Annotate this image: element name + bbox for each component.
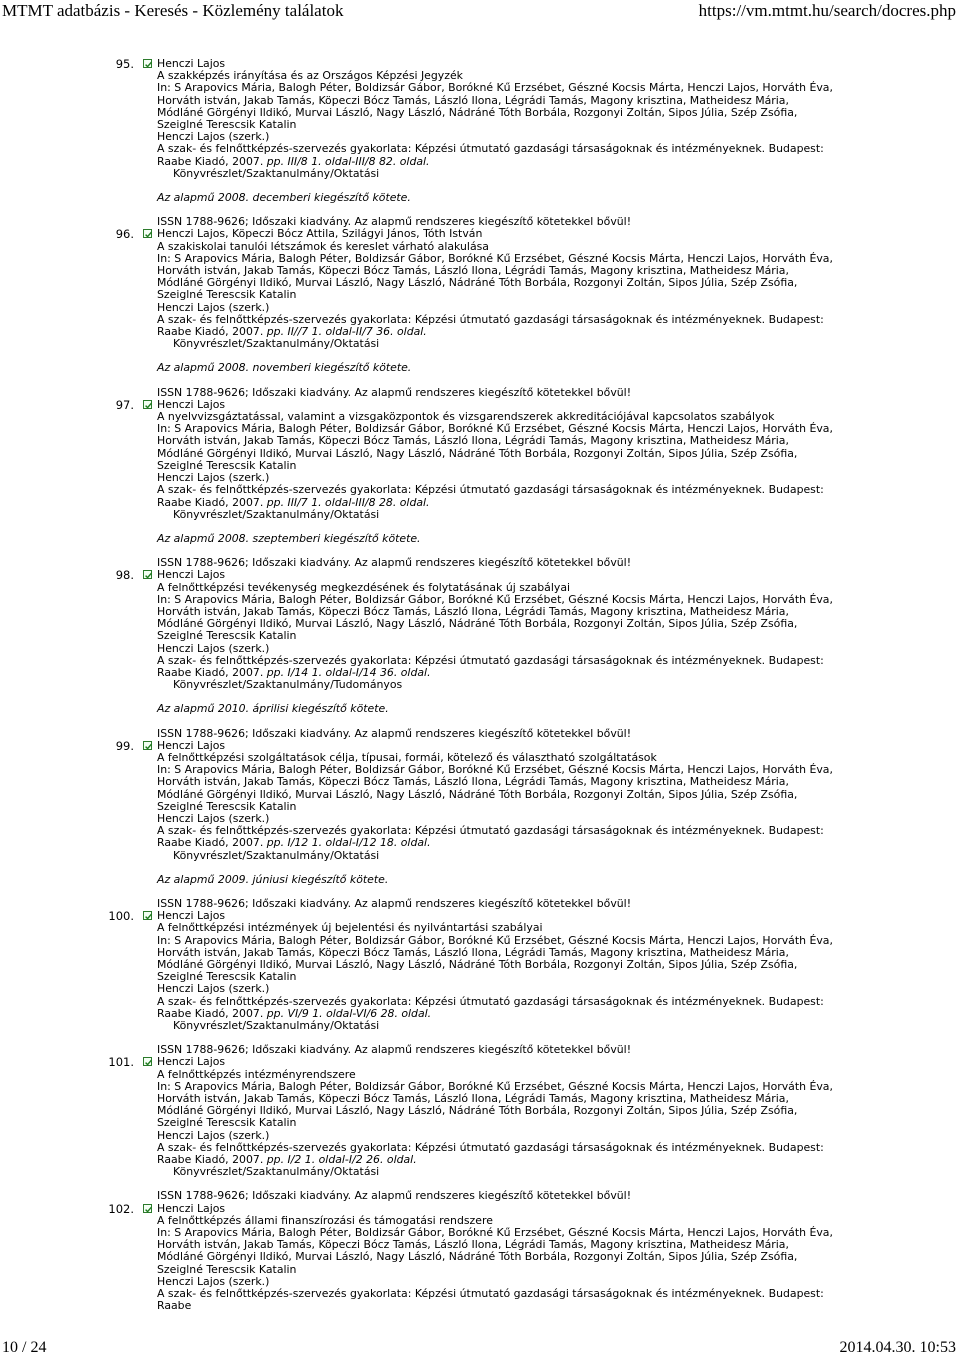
checkmark-icon: [144, 60, 153, 69]
select-checkbox[interactable]: [143, 229, 152, 238]
checkmark-icon: [144, 1205, 153, 1214]
record-note: Az alapmű 2010. áprilisi kiegészítő kötete.: [157, 702, 389, 716]
page-url: https://vm.mtmt.hu/search/docres.php: [698, 1, 956, 20]
publication-record: [0, 569, 960, 739]
record-book: [157, 996, 837, 1020]
page-title: MTMT adatbázis - Keresés - Közlemény találatok: [2, 1, 344, 20]
record-issn: ISSN 1788-9626; Időszaki kiadvány. Az alapmű rendszeres kiegészítő kötetekkel bővül!: [157, 896, 632, 910]
record-authors: Henczi Lajos: [157, 738, 226, 752]
record-title: A felnőttképzés intézményrendszere: [157, 1067, 356, 1081]
record-issn: ISSN 1788-9626; Időszaki kiadvány. Az alapmű rendszeres kiegészítő kötetekkel bővül!: [157, 1043, 632, 1057]
record-issn: ISSN 1788-9626; Időszaki kiadvány. Az alapmű rendszeres kiegészítő kötetekkel bővül!: [157, 556, 632, 570]
record-in-text: In: S Arapovics Mária, Balogh Péter, Boldizsár Gábor, Borókné Kű Erzsébet, Gészné Kocsis Márta, Henczi Lajos, Horváth Éva, Horváth istván, Jakab Tamás, Köpeczi Bócz Tamás, László Ilona, Légrádi Tamás, Magony krisztina, Matheidesz Mária, Módláné Görgényi Ildikó, Murvai László, Nagy László, Nádráné Tóth Borbála, Rozgonyi Zoltán, Sipos Júlia, Szép Zsófia, Szeiglné Terescsik Katalin: [157, 592, 833, 643]
record-editor: Henczi Lajos (szerk.): [157, 471, 270, 485]
record-in-text: In: S Arapovics Mária, Balogh Péter, Boldizsár Gábor, Borókné Kű Erzsébet, Gészné Kocsis Márta, Henczi Lajos, Horváth Éva, Horváth istván, Jakab Tamás, Köpeczi Bócz Tamás, László Ilona, Légrádi Tamás, Magony krisztina, Matheidesz Mária, Módláné Görgényi Ildikó, Murvai László, Nagy László, Nádráné Tóth Borbála, Rozgonyi Zoltán, Sipos Júlia, Szép Zsófia, Szeiglné Terescsik Katalin: [157, 933, 833, 984]
record-book: [157, 655, 837, 679]
record-book-title: A szak- és felnőttképzés-szervezés gyakorlata: Képzési útmutató gazdasági társaságoknak és intézményeknek. Budapest: Raabe: [157, 653, 824, 679]
record-number: 99.: [115, 738, 134, 753]
record-authors: Henczi Lajos, Köpeczi Bócz Attila, Szilágyi János, Tóth István: [157, 227, 483, 241]
publication-record: [0, 58, 960, 228]
select-checkbox[interactable]: [143, 1057, 152, 1066]
record-issn: ISSN 1788-9626; Időszaki kiadvány. Az alapmű rendszeres kiegészítő kötetekkel bővül!: [157, 385, 632, 399]
record-authors: Henczi Lajos: [157, 397, 226, 411]
record-in-text: In: S Arapovics Mária, Balogh Péter, Boldizsár Gábor, Borókné Kű Erzsébet, Gészné Kocsis Márta, Henczi Lajos, Horváth Éva, Horváth istván, Jakab Tamás, Köpeczi Bócz Tamás, László Ilona, Légrádi Tamás, Magony krisztina, Matheidesz Mária, Módláné Görgényi Ildikó, Murvai László, Nagy László, Nádráné Tóth Borbála, Rozgonyi Zoltán, Sipos Júlia, Szép Zsófia, Szeiglné Terescsik Katalin: [157, 763, 833, 813]
select-checkbox[interactable]: [143, 570, 152, 579]
print-header: [0, 0, 960, 24]
record-note: Az alapmű 2008. szeptemberi kiegészítő kötete.: [157, 531, 421, 545]
record-authors: Henczi Lajos: [157, 57, 226, 70]
record-title: A felnőttképzés állami finanszírozási és támogatási rendszere: [157, 1213, 493, 1227]
record-type: Könyvrészlet/Szaktanulmány/Oktatási: [173, 848, 380, 862]
record-book: [157, 314, 837, 338]
record-editor: Henczi Lajos (szerk.): [157, 641, 270, 655]
checkmark-icon: [144, 912, 153, 921]
print-footer: [0, 1339, 960, 1357]
record-publisher: Kiadó, 2007.: [194, 1153, 267, 1167]
record-authors: Henczi Lajos: [157, 1055, 226, 1069]
record-book-title: A szak- és felnőttképzés-szervezés gyakorlata: Képzési útmutató gazdasági társaságoknak és intézményeknek. Budapest: Raabe: [157, 1140, 824, 1167]
record-type: Könyvrészlet/Szaktanulmány/Oktatási: [173, 1165, 380, 1179]
select-checkbox[interactable]: [143, 400, 152, 409]
print-datetime: 2014.04.30. 10:53: [839, 1339, 956, 1356]
record-pages: pp. I/2 1. oldal-I/2 26. oldal.: [266, 1153, 417, 1167]
select-checkbox[interactable]: [143, 59, 152, 68]
checkmark-icon: [144, 1058, 153, 1067]
record-in-text: In: S Arapovics Mária, Balogh Péter, Boldizsár Gábor, Borókné Kű Erzsébet, Gészné Kocsis Márta, Henczi Lajos, Horváth Éva, Horváth istván, Jakab Tamás, Köpeczi Bócz Tamás, László Ilona, Légrádi Tamás, Magony krisztina, Matheidesz Mária, Módláné Görgényi Ildikó, Murvai László, Nagy László, Nádráné Tóth Borbála, Rozgonyi Zoltán, Sipos Júlia, Szép Zsófia, Szeiglné Terescsik Katalin: [157, 1079, 833, 1130]
record-authors: Henczi Lajos: [157, 909, 226, 923]
record-editor: Henczi Lajos (szerk.): [157, 1274, 270, 1288]
record-authors: Henczi Lajos: [157, 1201, 226, 1215]
record-publisher: Kiadó, 2007.: [194, 325, 267, 339]
record-title: A nyelvvizsgáztatással, valamint a vizsgaközpontok és vizsgarendszerek akkreditációjával kapcsolatos szabályok: [157, 410, 775, 424]
checkmark-icon: [144, 571, 153, 580]
publication-record: [0, 1203, 960, 1313]
record-note: Az alapmű 2009. júniusi kiegészítő kötete.: [157, 872, 389, 886]
issn-gap: [157, 375, 837, 387]
record-book-title: A szak- és felnőttképzés-szervezés gyakorlata: Képzési útmutató gazdasági társaságoknak és intézményeknek. Budapest: Raabe: [157, 994, 824, 1020]
record-title: A szakképzés irányítása és az Országos Képzési Jegyzék: [157, 69, 463, 83]
record-title: A felnőttképzési tevékenység megkezdésének és folytatásának új szabályai: [157, 580, 571, 594]
record-book: [157, 825, 837, 849]
record-type: Könyvrészlet/Szaktanulmány/Oktatási: [173, 1019, 380, 1033]
record-number: 100.: [108, 909, 134, 924]
record-publisher: Kiadó, 2007.: [194, 1006, 267, 1020]
record-number: 98.: [115, 568, 134, 583]
record-issn: ISSN 1788-9626; Időszaki kiadvány. Az alapmű rendszeres kiegészítő kötetekkel bővül!: [157, 1189, 632, 1203]
record-number: 95.: [115, 57, 134, 71]
record-in-text: In: S Arapovics Mária, Balogh Péter, Boldizsár Gábor, Borókné Kű Erzsébet, Gészné Kocsis Márta, Henczi Lajos, Horváth Éva, Horváth istván, Jakab Tamás, Köpeczi Bócz Tamás, László Ilona, Légrádi Tamás, Magony krisztina, Matheidesz Mária, Módláné Görgényi Ildikó, Murvai László, Nagy László, Nádráné Tóth Borbála, Rozgonyi Zoltán, Sipos Júlia, Szép Zsófia, Szeiglné Terescsik Katalin: [157, 251, 833, 302]
record-book: [157, 1142, 837, 1166]
results-list: [0, 58, 960, 1312]
record-book: [157, 1288, 837, 1312]
record-pages: pp. II//7 1. oldal-II/7 36. oldal.: [266, 325, 427, 339]
record-book-title: A szak- és felnőttképzés-szervezés gyakorlata: Képzési útmutató gazdasági társaságoknak és intézményeknek. Budapest: Raabe: [157, 824, 824, 850]
record-number: 102.: [108, 1201, 134, 1216]
record-editor: Henczi Lajos (szerk.): [157, 811, 270, 825]
record-publisher: Kiadó, 2007.: [194, 495, 267, 509]
record-pages: pp. III/7 1. oldal-III/8 28. oldal.: [266, 495, 430, 509]
record-in-text: In: S Arapovics Mária, Balogh Péter, Boldizsár Gábor, Borókné Kű Erzsébet, Gészné Kocsis Márta, Henczi Lajos, Horváth Éva, Horváth istván, Jakab Tamás, Köpeczi Bócz Tamás, László Ilona, Légrádi Tamás, Magony krisztina, Matheidesz Mária, Módláné Görgényi Ildikó, Murvai László, Nagy László, Nádráné Tóth Borbála, Rozgonyi Zoltán, Sipos Júlia, Szép Zsófia, Szeiglné Terescsik Katalin: [157, 422, 833, 472]
record-type: Könyvrészlet/Szaktanulmány/Oktatási: [173, 166, 380, 180]
note-gap: [157, 862, 837, 874]
record-number: 96.: [115, 227, 134, 242]
publication-record: [0, 740, 960, 910]
record-number: 97.: [115, 397, 134, 412]
publication-record: [0, 399, 960, 569]
record-title: A felnőttképzési szolgáltatások célja, típusai, formái, kötelező és választható szolgáltatások: [157, 750, 657, 764]
checkmark-icon: [144, 742, 153, 751]
page-counter: 10 / 24: [2, 1339, 47, 1356]
record-type: Könyvrészlet/Szaktanulmány/Oktatási: [173, 337, 380, 351]
record-pages: pp. VI/9 1. oldal-VI/6 28. oldal.: [266, 1006, 432, 1020]
record-pages: pp. I/12 1. oldal-I/12 18. oldal.: [266, 836, 431, 850]
issn-gap: [157, 716, 837, 728]
record-editor: Henczi Lajos (szerk.): [157, 300, 270, 314]
record-in-text: In: S Arapovics Mária, Balogh Péter, Boldizsár Gábor, Borókné Kű Erzsébet, Gészné Kocsis Márta, Henczi Lajos, Horváth Éva, Horváth istván, Jakab Tamás, Köpeczi Bócz Tamás, László Ilona, Légrádi Tamás, Magony krisztina, Matheidesz Mária, Módláné Görgényi Ildikó, Murvai László, Nagy László, Nádráné Tóth Borbála, Rozgonyi Zoltán, Sipos Júlia, Szép Zsófia, Szeiglné Terescsik Katalin: [157, 1226, 833, 1276]
record-in-text: In: S Arapovics Mária, Balogh Péter, Boldizsár Gábor, Borókné Kű Erzsébet, Gészné Kocsis Márta, Henczi Lajos, Horváth Éva, Horváth istván, Jakab Tamás, Köpeczi Bócz Tamás, László Ilona, Légrádi Tamás, Magony krisztina, Matheidesz Mária, Módláné Görgényi Ildikó, Murvai László, Nagy László, Nádráné Tóth Borbála, Rozgonyi Zoltán, Sipos Júlia, Szép Zsófia, Szeiglné Terescsik Katalin: [157, 81, 833, 132]
record-issn: ISSN 1788-9626; Időszaki kiadvány. Az alapmű rendszeres kiegészítő kötetekkel bővül!: [157, 215, 632, 229]
record-book-title: A szak- és felnőttképzés-szervezés gyakorlata: Képzési útmutató gazdasági társaságoknak és intézményeknek. Budapest: Raabe: [157, 312, 824, 339]
record-publisher: Kiadó, 2007.: [194, 836, 267, 850]
select-checkbox[interactable]: [143, 911, 152, 920]
record-book-title: A szak- és felnőttképzés-szervezés gyakorlata: Képzési útmutató gazdasági társaságoknak és intézményeknek. Budapest: Raabe: [157, 1287, 824, 1313]
record-publisher: Kiadó, 2007.: [194, 665, 267, 679]
record-book-title: A szak- és felnőttképzés-szervezés gyakorlata: Képzési útmutató gazdasági társaságoknak és intézményeknek. Budapest: Raabe: [157, 142, 824, 168]
checkmark-icon: [144, 401, 153, 410]
checkmark-icon: [144, 230, 153, 239]
record-title: A felnőttképzési intézmények új bejelentési és nyilvántartási szabályai: [157, 921, 543, 935]
record-type: Könyvrészlet/Szaktanulmány/Oktatási: [173, 507, 380, 521]
record-type: Könyvrészlet/Szaktanulmány/Tudományos: [173, 678, 403, 692]
record-issn: ISSN 1788-9626; Időszaki kiadvány. Az alapmű rendszeres kiegészítő kötetekkel bővül!: [157, 726, 632, 740]
record-book: [157, 484, 837, 508]
publication-record: [0, 910, 960, 1056]
record-number: 101.: [108, 1055, 134, 1070]
record-authors: Henczi Lajos: [157, 568, 226, 582]
record-editor: Henczi Lajos (szerk.): [157, 130, 270, 144]
record-book-title: A szak- és felnőttképzés-szervezés gyakorlata: Képzési útmutató gazdasági társaságoknak és intézményeknek. Budapest: Raabe: [157, 483, 824, 509]
publication-record: [0, 1056, 960, 1202]
record-book: [157, 143, 837, 167]
record-note: Az alapmű 2008. decemberi kiegészítő kötete.: [157, 191, 411, 205]
record-editor: Henczi Lajos (szerk.): [157, 982, 270, 996]
publication-record: [0, 228, 960, 398]
record-pages: pp. I/14 1. oldal-I/14 36. oldal.: [266, 665, 431, 679]
select-checkbox[interactable]: [143, 1204, 152, 1213]
select-checkbox[interactable]: [143, 741, 152, 750]
record-pages: pp. III/8 1. oldal-III/8 82. oldal.: [266, 154, 430, 168]
record-publisher: Kiadó, 2007.: [194, 154, 267, 168]
record-note: Az alapmű 2008. novemberi kiegészítő kötete.: [157, 361, 412, 375]
record-title: A szakiskolai tanulói létszámok és kereslet várható alakulása: [157, 239, 489, 253]
record-editor: Henczi Lajos (szerk.): [157, 1128, 270, 1142]
